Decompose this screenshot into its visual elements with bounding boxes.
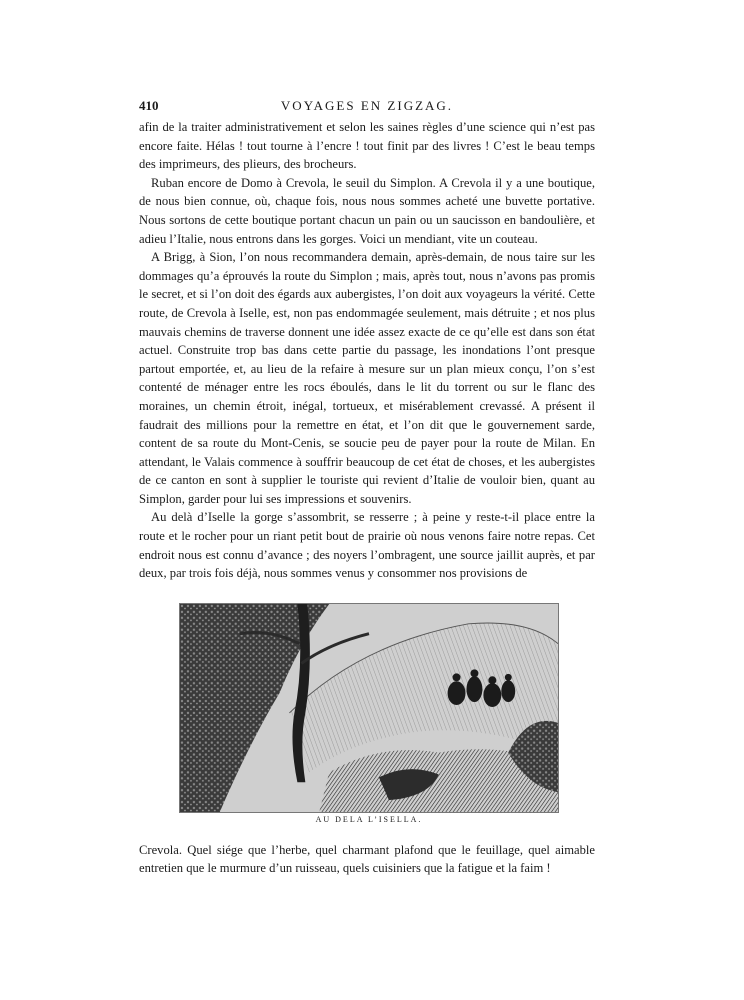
paragraph: Ruban encore de Domo à Crevola, le seuil du Simplon. A Crevola il y a une boutique, de nous bien connue, où, chaque fois, nous nous sommes acheté une buvette portative. Nous sortons de cette boutique portant chacun un pain ou un saucisson en bandoulière, et adieu l’Italie, nous entrons dans les gorges. Voici un mendiant, vite un couteau. (139, 175, 595, 246)
paragraph: afin de la traiter administrativement et selon les saines règles d’une science qui n’est pas encore faite. Hélas ! tout tourne à l’encre ! tout finit par des livres ! C’est le beau temps des imprimeurs, des plieurs, des brocheurs. (139, 120, 595, 172)
engraving-figure (179, 603, 559, 827)
figure-caption: AU DELA L’ISELLA. (315, 814, 423, 824)
engraving-illustration (179, 603, 559, 813)
body-text (139, 118, 595, 583)
paragraph: Au delà d’Iselle la gorge s’assombrit, se resserre ; à peine y reste-t-il place entre la route et le rocher pour un riant petit bout de prairie où nous venons faire notre repas. Cet endroit nous est connu d’avance ; des noyers l’ombragent, une source jaillit auprès, et par deux, par trois fois déjà, nous sommes venus y consommer nos provisions de (139, 510, 595, 581)
running-title: VOYAGES EN ZIGZAG. (280, 98, 454, 113)
page-header (139, 98, 595, 118)
body-text-continued (139, 841, 595, 878)
paragraph: Crevola. Quel siége que l’herbe, quel charmant plafond que le feuillage, quel aimable entretien que le murmure d’un ruisseau, quels cuisiniers que la fatigue et la faim ! (139, 842, 595, 876)
paragraph: A Brigg, à Sion, l’on nous recommandera demain, après-demain, de nous taire sur les dommages qu’a éprouvés la route du Simplon ; mais, après tout, nous n’avons pas promis le secret, et si l’on doit des égards aux aubergistes, l’on doit aux voyageurs la vérité. Cette route, de Crevola à Iselle, est, non pas endommagée seulement, mais détruite ; et nos plus mauvais chemins de traverse donnent une idée assez exacte de ce qu’elle est dans son état actuel. Construite trop bas dans cette partie du passage, les inondations l’ont presque partout emportée, et, au lieu de la refaire à mesure sur un plan mieux conçu, l’on s’est contenté de ménager entre les rocs éboulés, dans le lit du torrent ou sur le flanc des moraines, un chemin étroit, inégal, tortueux, et misérablement crevassé. A présent il faudrait des millions pour la remettre en état, et l’on dit que le gouvernement sarde, content de sa route du Mont-Cenis, se soucie peu de payer pour la route de Milan. En attendant, le Valais commence à souffrir beaucoup de cet état de choses, et les aubergistes de ce canton en sont à supplier le touriste qui revient d’Italie de vouloir bien, quant au Simplon, garder pour lui ses impressions et souvenirs. (139, 250, 595, 506)
book-page (139, 98, 595, 878)
page-number: 410 (139, 98, 159, 113)
